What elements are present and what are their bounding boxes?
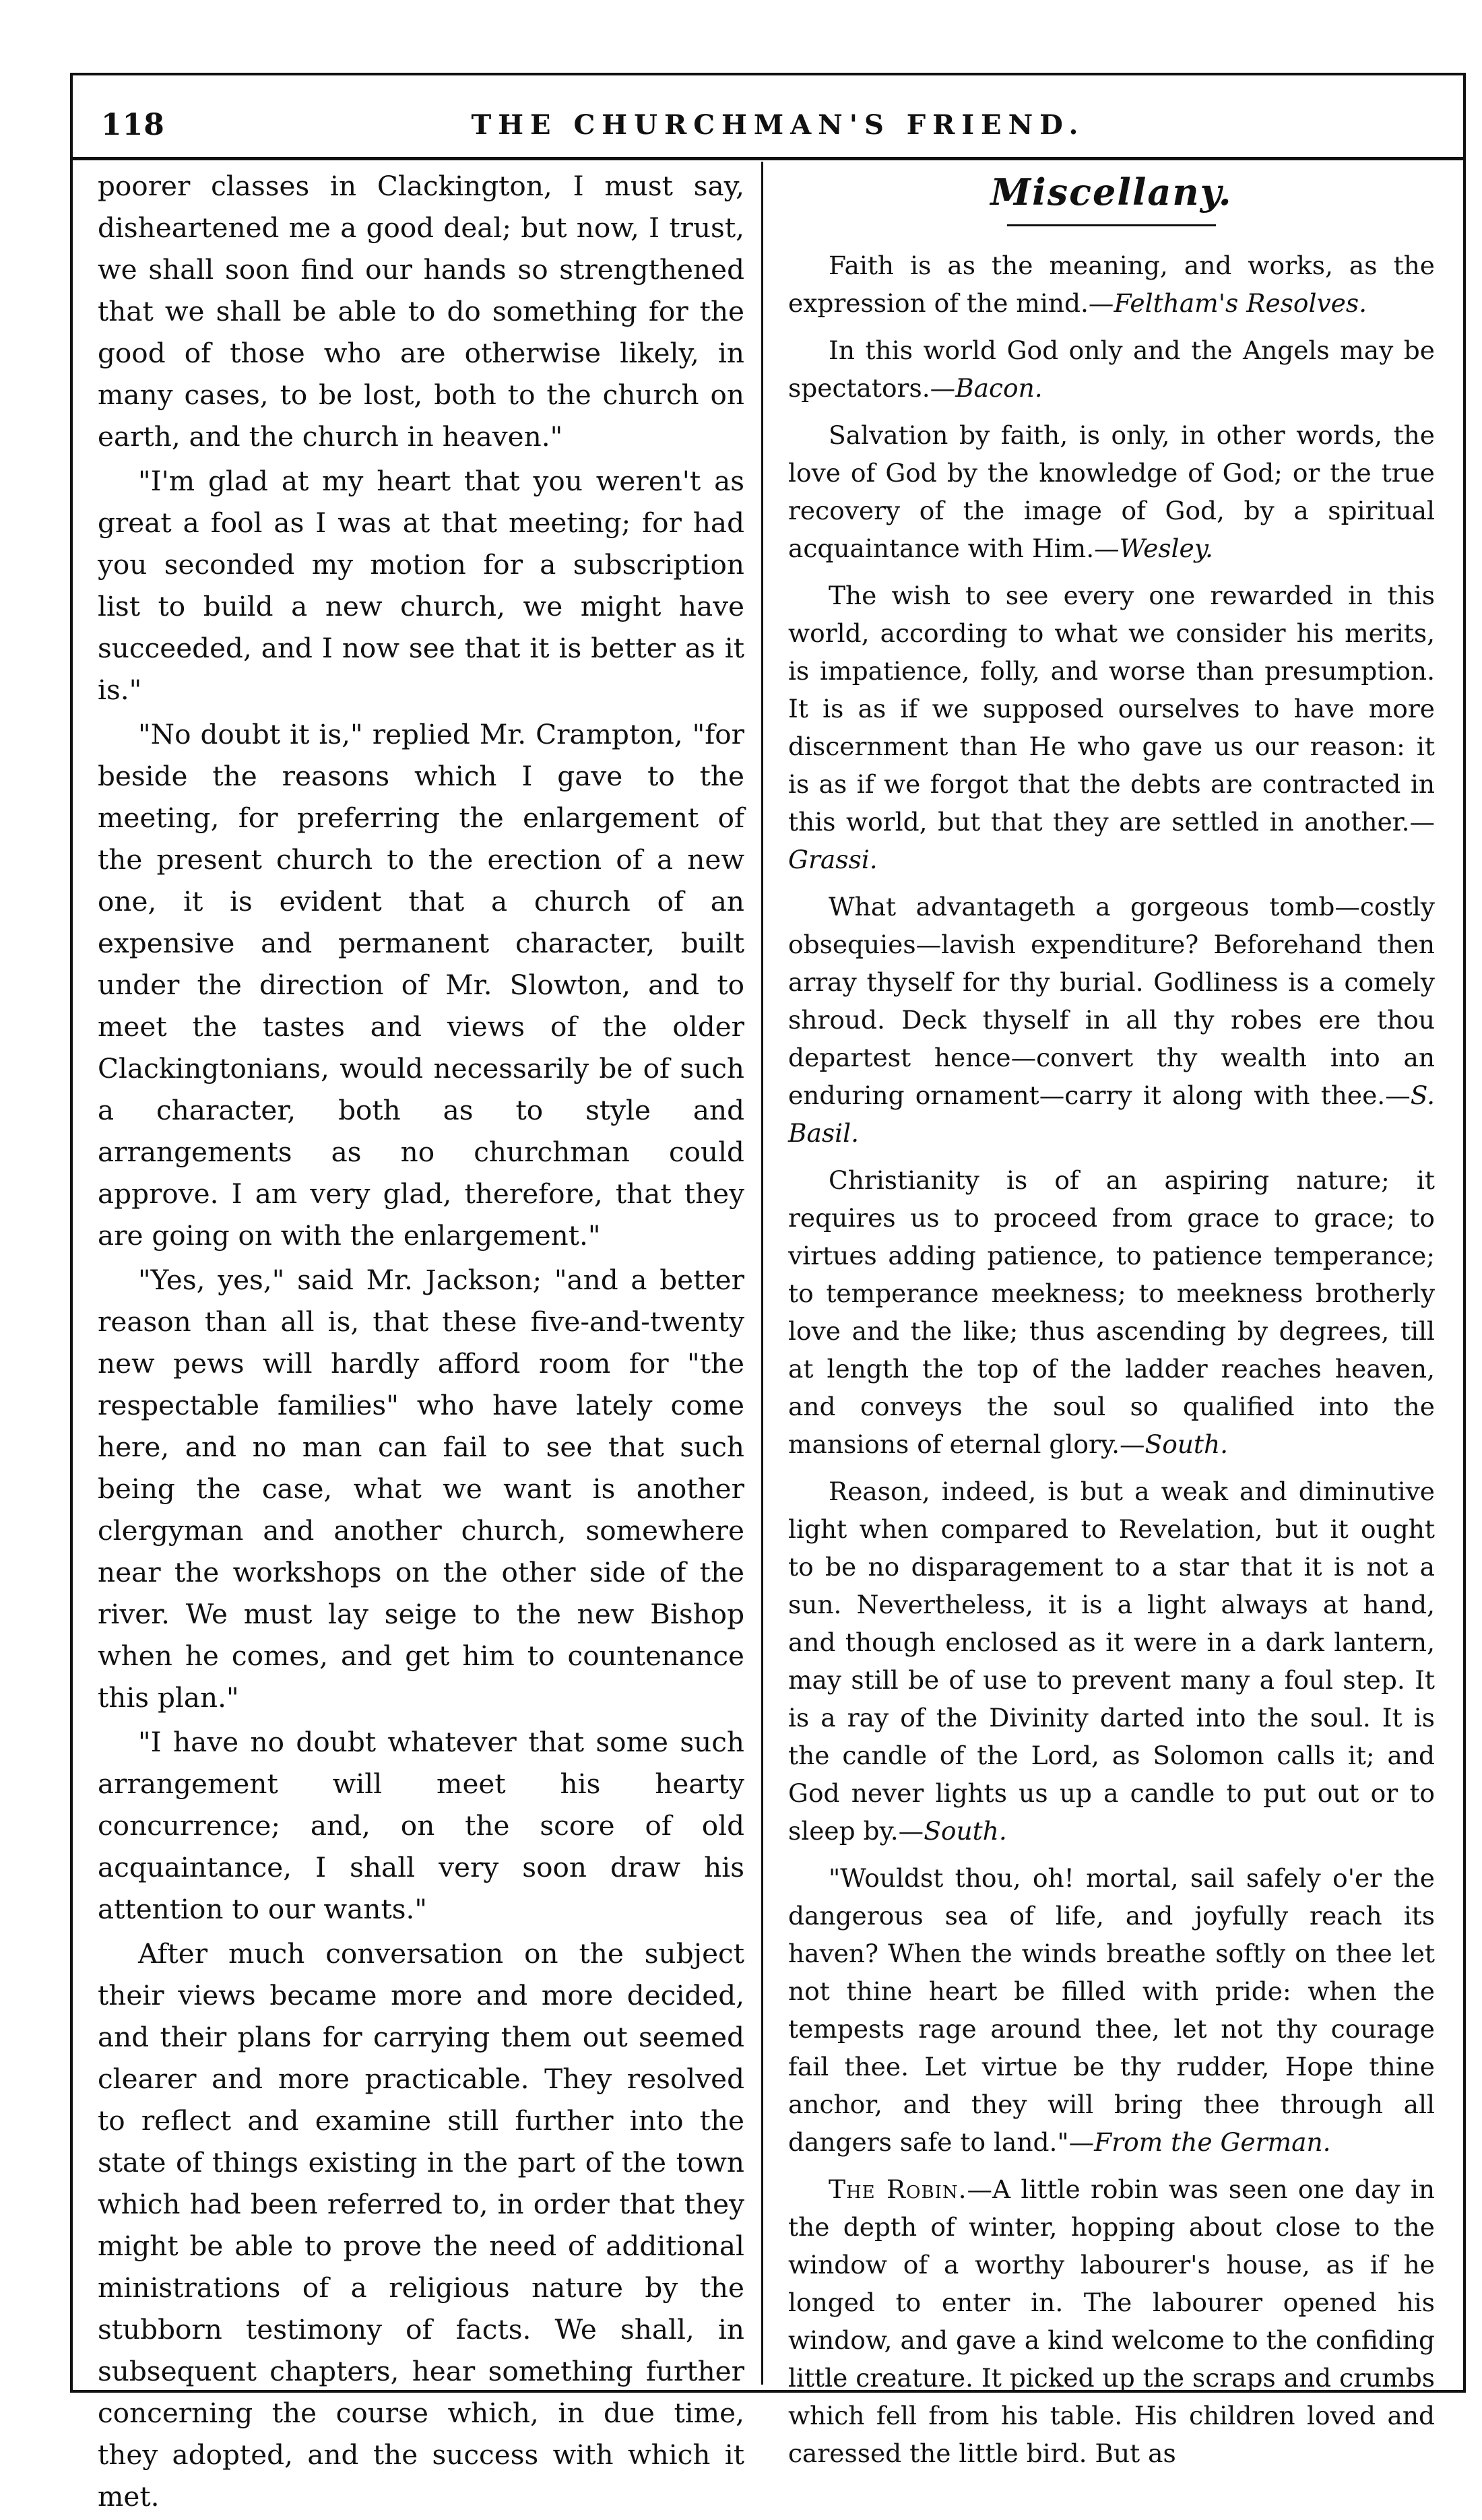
quote-source: South. <box>1145 1429 1229 1459</box>
right-column <box>788 165 1435 2482</box>
column-divider <box>761 162 763 2385</box>
paragraph: "I'm glad at my heart that you weren't as great a fool as I was at that meeting; for had you seconded my motion for a subscription list to build a new church, we might have succeeded, and I now see that it is better as it is." <box>98 465 744 706</box>
quote-source: Wesley. <box>1119 534 1213 563</box>
section-title: Miscellany. <box>990 170 1233 214</box>
paragraph: "I have no doubt whatever that some such arrangement will meet his hearty concurrence; and, on the score of old acquaintance, I shall very soon draw his attention to our wants." <box>98 1726 744 1925</box>
paragraph: poorer classes in Clackington, I must say, disheartened me a good deal; but now, I trust, we shall soon find our hands so strengthened that we shall be able to do something for the good of those who are otherwise likely, in many cases, to be lost, both to the church on earth, and the church in heaven." <box>98 170 744 453</box>
quote-text: What advantageth a gorgeous tomb—costly obsequies—lavish expenditure? Beforehand then array thyself for thy burial. Godliness is a comely shroud. Deck thyself in all thy robes ere thou departest hence—convert thy wealth into an enduring ornament—carry it along with thee.— <box>788 892 1435 1110</box>
quote-source: S. Basil. <box>788 1080 1435 1148</box>
quote-item <box>788 1859 1435 2161</box>
quote-item <box>788 416 1435 567</box>
quote-source: South. <box>924 1816 1007 1846</box>
paragraph: "No doubt it is," replied Mr. Crampton, "for beside the reasons which I gave to the meeting, for preferring the enlargement of the present church to the erection of a new one, it is evident that a church of an expensive and permanent character, built under the direction of Mr. Slowton, and to meet the tastes and views of the older Clackingtonians, would necessarily be of such a character, both as to style and arrangements as no churchman could approve. I am very glad, therefore, that they are going on with the enlargement." <box>98 718 744 1252</box>
paragraph: "Yes, yes," said Mr. Jackson; "and a better reason than all is, that these five-and-twenty new pews will hardly afford room for "the respectable families" who have lately come here, and no man can fail to see that such being the case, what we want is another clergyman and another church, somewhere near the workshops on the other side of the river. We must lay seige to the new Bishop when he comes, and get him to countenance this plan." <box>98 1264 744 1714</box>
robin-text: —A little robin was seen one day in the depth of winter, hopping about close to the window of a worthy labourer's house, as if he longed to enter in. The labourer opened his window, and gave a kind welcome to the confiding little creature. It picked up the scraps and crumbs which fell from his table. His children loved and caressed the little bird. But as <box>788 2174 1435 2468</box>
section-title-rule <box>1007 224 1216 226</box>
quote-source: Feltham's Resolves. <box>1114 288 1367 318</box>
quote-item <box>788 1161 1435 1463</box>
quote-item <box>788 577 1435 878</box>
bottom-rule <box>70 2390 1466 2393</box>
quote-text: The wish to see every one rewarded in this world, according to what we consider his merits, is impatience, folly, and worse than presumption. It is as if we supposed ourselves to have more discernment than He who gave us our reason: it is as if we forgot that the debts are contracted in this world, but that they are settled in another.— <box>788 581 1435 837</box>
running-title: THE CHURCHMAN'S FRIEND. <box>471 108 1085 141</box>
paragraph: After much conversation on the subject their views became more and more decided, and their plans for carrying them out seemed clearer and more practicable. They resolved to reflect and examine still further into the state of things existing in the part of the town which had been referred to, in order that they might be able to prove the need of additional ministrations of a religious nature by the stubborn testimony of facts. We shall, in subsequent chapters, hear something further concerning the course which, in due time, they adopted, and the success with which it met. <box>98 1937 744 2513</box>
quote-source: Grassi. <box>788 845 878 874</box>
robin-lead: The Robin. <box>829 2174 967 2204</box>
left-border <box>70 73 73 2390</box>
robin-paragraph <box>788 2170 1435 2472</box>
quote-source: From the German. <box>1094 2127 1331 2157</box>
top-rule <box>71 73 1465 75</box>
quote-text: Salvation by faith, is only, in other words, the love of God by the knowledge of God; or the true recovery of the image of God, by a spiritual acquaintance with Him.— <box>788 420 1435 563</box>
quote-item <box>788 331 1435 407</box>
right-border <box>1463 73 1466 2390</box>
quote-item <box>788 888 1435 1152</box>
quote-item <box>788 1473 1435 1850</box>
quote-item <box>788 247 1435 322</box>
quote-text: Reason, indeed, is but a weak and diminutive light when compared to Revelation, but it ought to be no disparagement to a star that it is not a sun. Nevertheless, it is a light always at hand, and though enclosed as it were in a dark lantern, may still be of use to prevent many a foul step. It is a ray of the Divinity darted into the soul. It is the candle of the Lord, as Solomon calls it; and God never lights us up a candle to put out or to sleep by.— <box>788 1477 1435 1846</box>
quote-text: Faith is as the meaning, and works, as the expression of the mind.— <box>788 251 1435 318</box>
left-column <box>98 165 744 2520</box>
quote-text: Christianity is of an aspiring nature; it requires us to proceed from grace to grace; to virtues adding patience, to patience temperance; to temperance meekness; to meekness brotherly love and the like; thus ascending by degrees, till at length the top of the ladder reaches heaven, and conveys the soul so qualified into the mansions of eternal glory.— <box>788 1165 1435 1459</box>
quote-source: Bacon. <box>955 373 1043 403</box>
page-header <box>71 94 1465 155</box>
quote-text: "Wouldst thou, oh! mortal, sail safely o'er the dangerous sea of life, and joyfully reach its haven? When the winds breathe softly on thee let not thine heart be filled with pride: when the tempests rage around thee, let not thy courage fail thee. Let virtue be thy rudder, Hope thine anchor, and they will bring thee through all dangers safe to land."— <box>788 1863 1435 2157</box>
quote-text: In this world God only and the Angels may be spectators.— <box>788 335 1435 403</box>
page-number: 118 <box>101 107 165 142</box>
header-rule <box>71 157 1465 160</box>
